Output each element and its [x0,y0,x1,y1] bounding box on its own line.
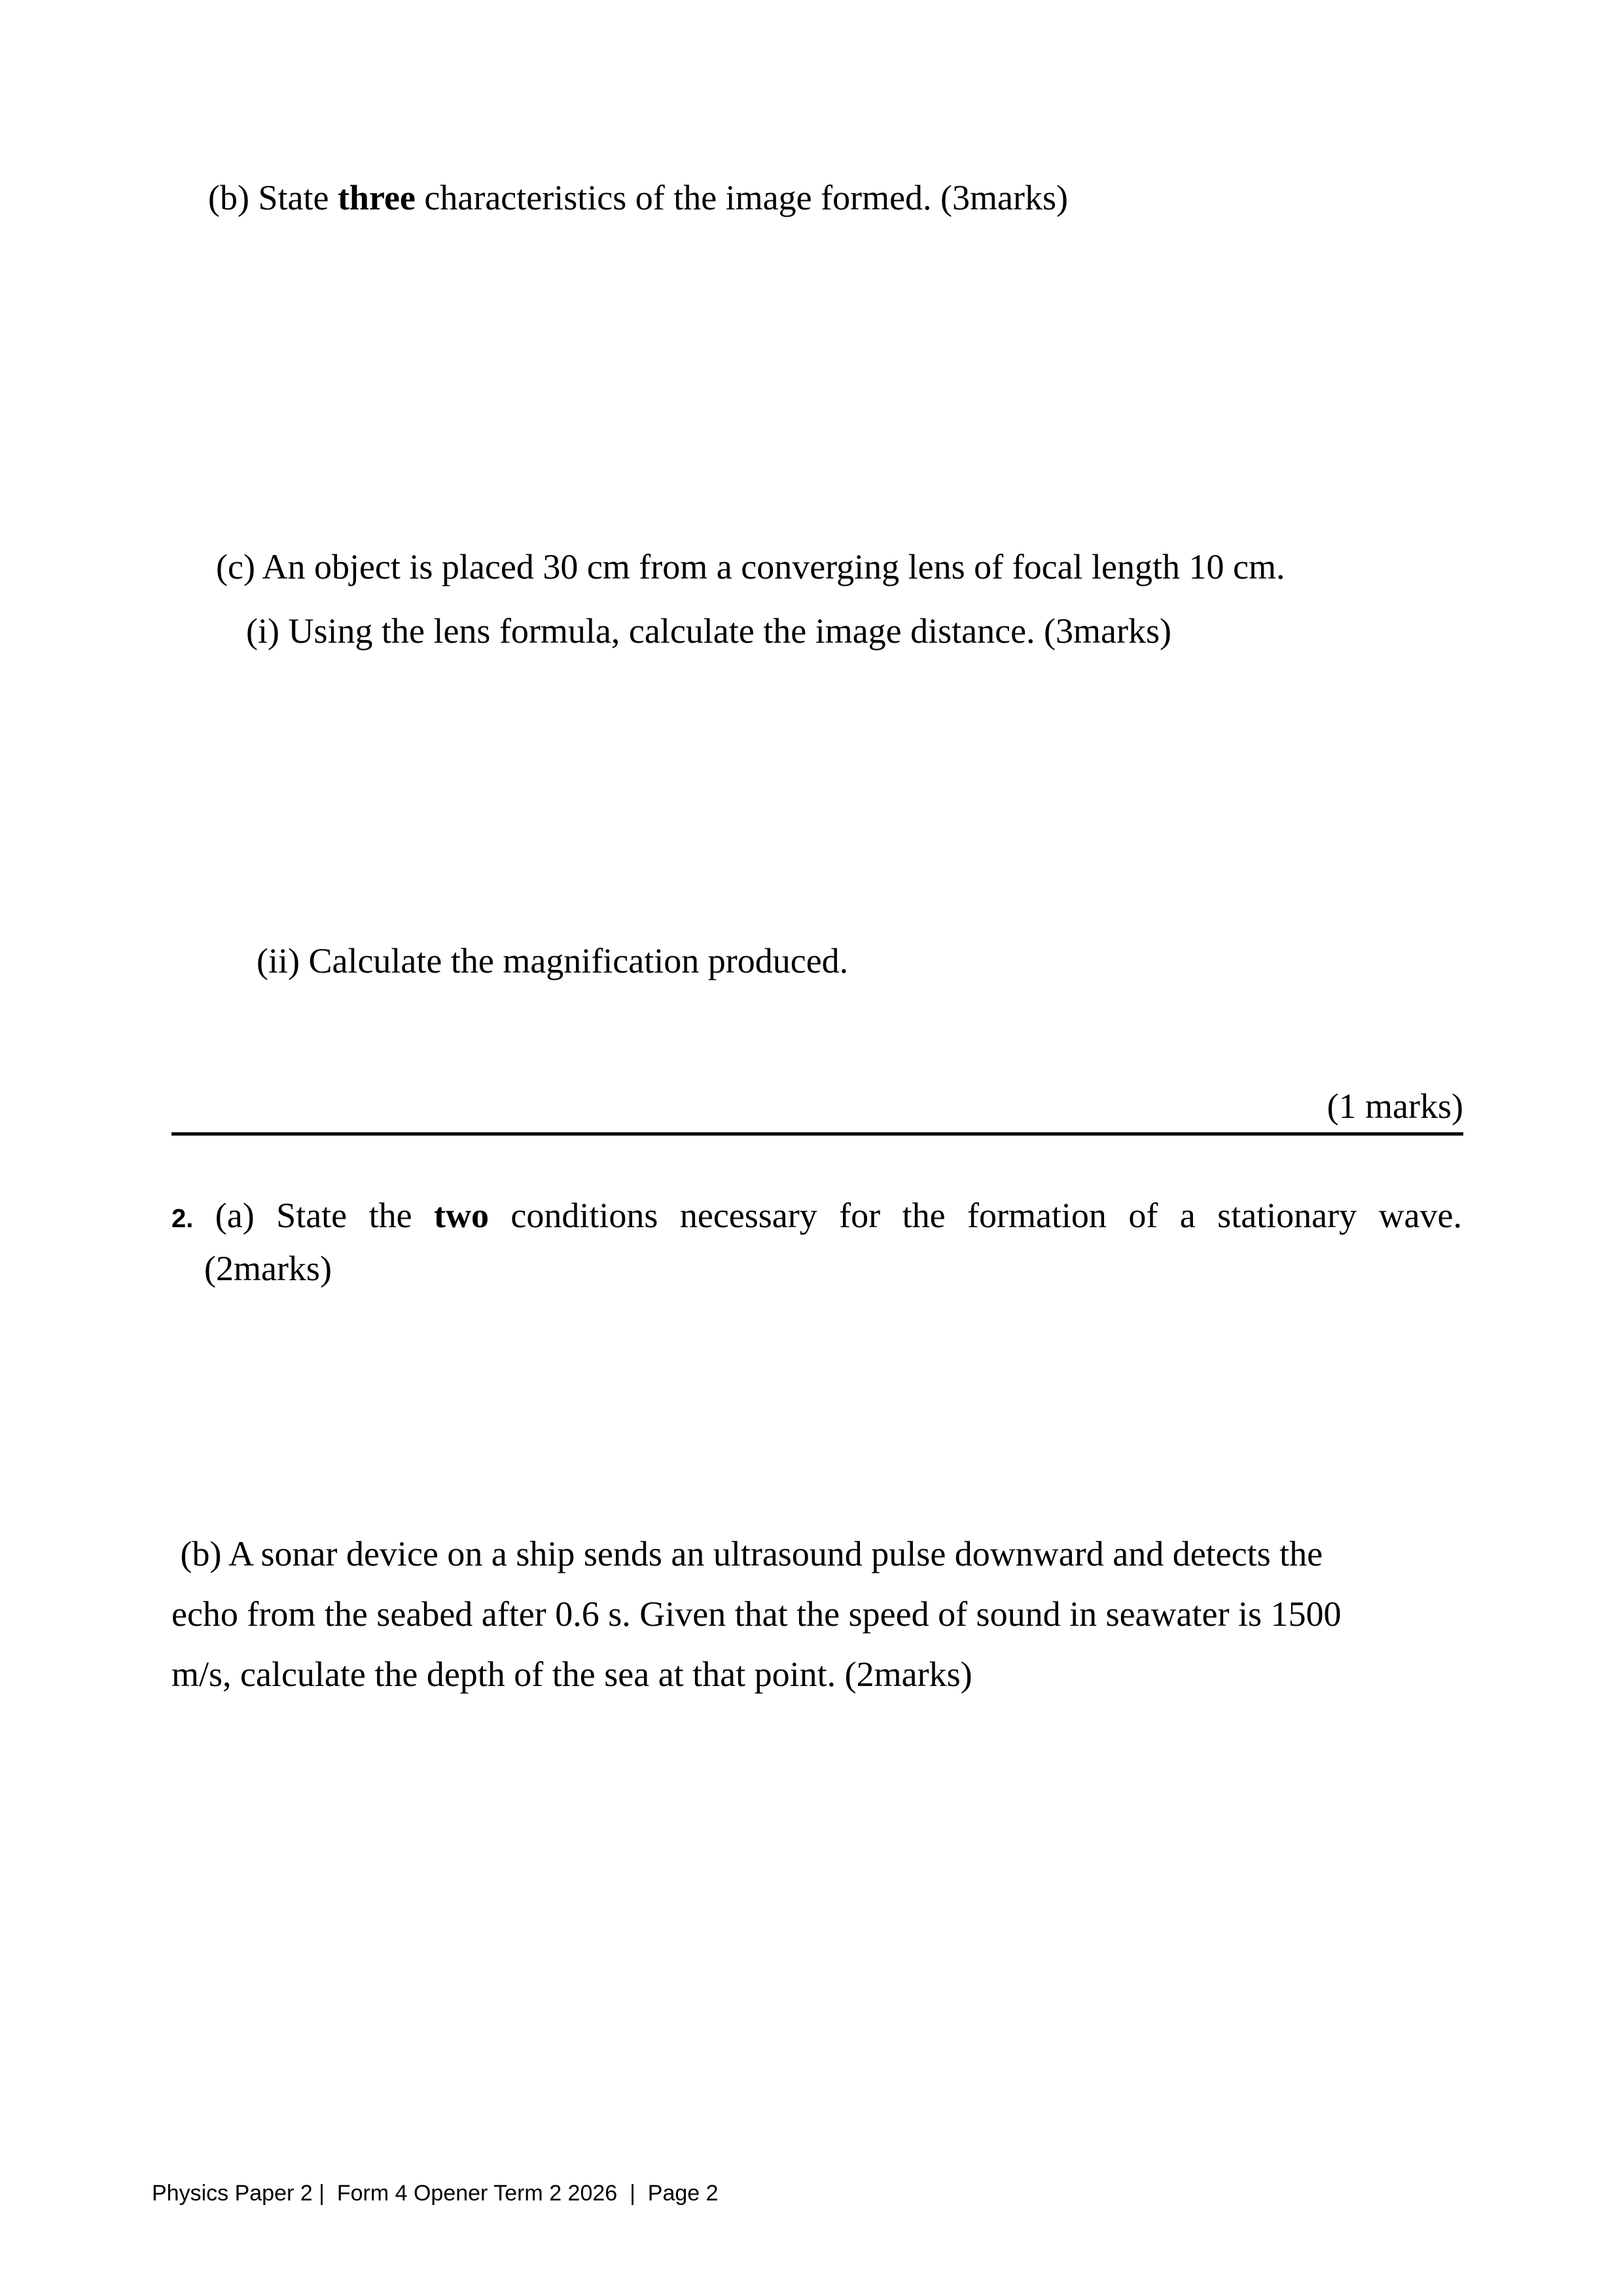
q1c-sub-i: (i) Using the lens formula, calculate the image distance. (3marks) [246,611,1171,651]
section-divider [171,1132,1463,1136]
q2a-prefix: (a) State the [215,1196,434,1235]
q1c-stem: (c) An object is placed 30 cm from a converging lens of focal length 10 cm. [216,547,1285,586]
q2a-question [171,1195,1462,1236]
question-number: 2. [171,1204,194,1233]
q1b-question [208,177,1068,219]
q1c-sub-ii: (ii) Calculate the magnification produced. [257,941,849,980]
q2a-suffix: conditions necessary for the formation of a stationary wave. [488,1196,1462,1235]
page-footer: Physics Paper 2 | Form 4 Opener Term 2 2026 | Page 2 [152,2181,719,2206]
q2a-marks: (2marks) [204,1249,332,1288]
q1c-sub-ii-marks: (1 marks) [1327,1086,1463,1126]
q2b-line-1: (b) A sonar device on a ship sends an ultrasound pulse downward and detects the [171,1534,1323,1573]
q1b-prefix: (b) State [208,178,338,217]
q1b-suffix: characteristics of the image formed. (3marks) [415,178,1068,217]
q1b-emphasis: three [337,178,416,217]
q2a-emphasis: two [434,1196,489,1235]
q2b-line-2: echo from the seabed after 0.6 s. Given that the speed of sound in seawater is 1500 [171,1594,1342,1634]
q2b-line-3: m/s, calculate the depth of the sea at that point. (2marks) [171,1655,972,1694]
